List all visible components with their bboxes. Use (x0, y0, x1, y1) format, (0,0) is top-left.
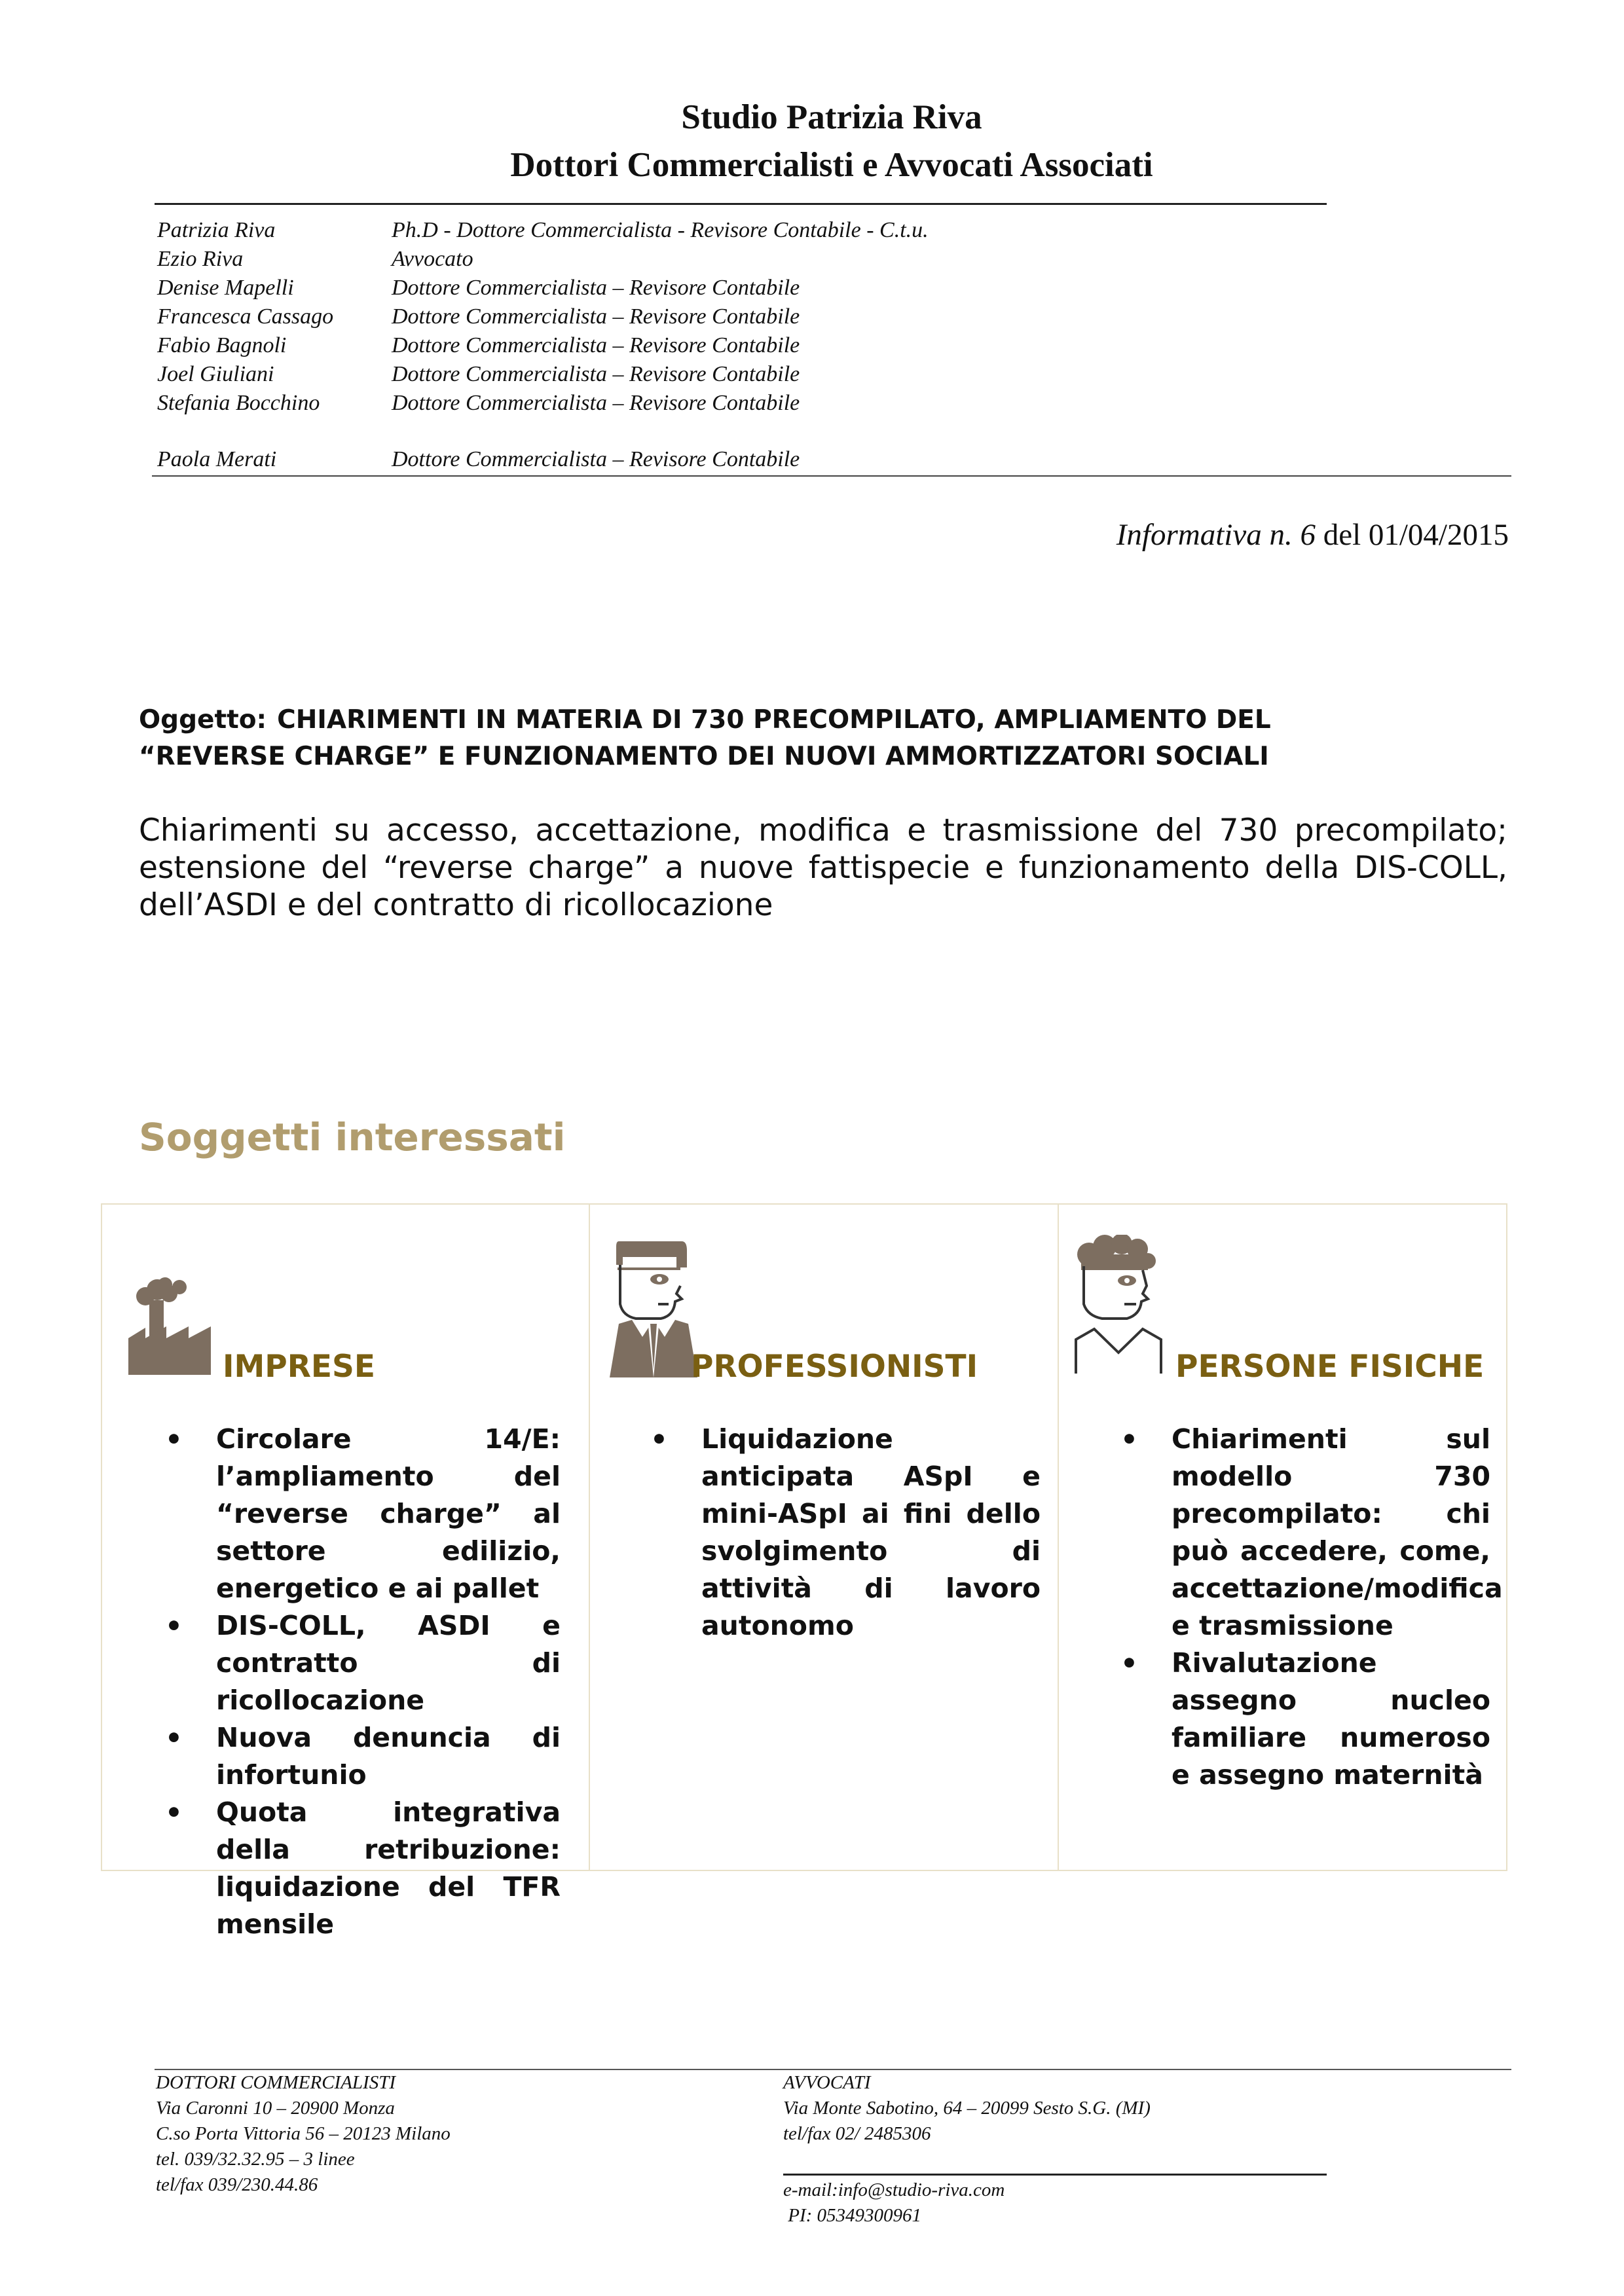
informativa-date: del 01/04/2015 (1323, 518, 1509, 552)
footer-line: C.so Porta Vittoria 56 – 20123 Milano (156, 2123, 451, 2144)
professional-icon (610, 1239, 697, 1377)
footer-commercialisti (156, 2070, 451, 2198)
section-title: Soggetti interessati (139, 1115, 566, 1159)
partner-name: Patrizia Riva (157, 218, 276, 242)
list-item: • Chiarimenti sul modello 730 precompilato: chi può accedere, come, accettazione/modifica e trasmissione (1172, 1421, 1490, 1645)
partner-name: Stefania Bocchino (157, 391, 320, 415)
studio-name: Studio Patrizia Riva (681, 98, 982, 136)
footer-line: Via Monte Sabotino, 64 – 20099 Sesto S.G. (MI) (783, 2098, 1151, 2119)
footer-line: tel/fax 039/230.44.86 (156, 2174, 318, 2195)
letterhead (0, 94, 1624, 189)
partner-title: Dottore Commercialista – Revisore Contabile (392, 276, 800, 300)
footer-contact-divider (783, 2174, 1327, 2176)
person-icon (1075, 1235, 1162, 1374)
list-item: • Quota integrativa della retribuzione: liquidazione del TFR mensile (216, 1794, 561, 1943)
column-heading: PERSONE FISICHE (1175, 1349, 1485, 1385)
list-item: • Circolare 14/E: l’ampliamento del “reverse charge” al settore edilizio, energetico e ai pallet (216, 1421, 561, 1607)
column-professionisti (589, 1205, 1059, 1870)
partner-row (157, 331, 1506, 360)
list-item: • Rivalutazione assegno nucleo familiare numeroso e assegno maternità (1172, 1645, 1490, 1794)
footer-contacts (783, 2178, 1005, 2229)
list-item: • Liquidazione anticipata ASpI e mini-ASpI ai fini dello svolgimento di attività di lavoro autonomo (701, 1421, 1041, 1645)
partner-row (157, 216, 1506, 245)
partner-name: Ezio Riva (157, 247, 244, 271)
partner-title: Dottore Commercialista – Revisore Contabile (392, 362, 800, 386)
subject-label: Oggetto: (139, 705, 267, 735)
footer-line: AVVOCATI (783, 2072, 871, 2093)
footer-email: e-mail:info@studio-riva.com (783, 2179, 1005, 2200)
footer-line: DOTTORI COMMERCIALISTI (156, 2072, 396, 2093)
informativa-reference (1116, 517, 1509, 553)
partner-title: Dottore Commercialista – Revisore Contabile (392, 447, 800, 471)
partner-title: Ph.D - Dottore Commercialista - Revisore Contabile - C.t.u. (392, 218, 929, 242)
footer-line: tel/fax 02/ 2485306 (783, 2123, 931, 2144)
list-item: • Nuova denuncia di infortunio (216, 1719, 561, 1794)
subjects-table (101, 1203, 1507, 1940)
list-item: • DIS-COLL, ASDI e contratto di ricollocazione (216, 1607, 561, 1719)
column-heading: IMPRESE (223, 1349, 375, 1385)
footer-line: tel. 039/32.32.95 – 3 linee (156, 2149, 355, 2170)
partner-row (157, 445, 1506, 474)
partners-list (157, 216, 1506, 474)
partner-row (157, 302, 1506, 331)
partner-name: Francesca Cassago (157, 304, 334, 329)
partner-title: Dottore Commercialista – Revisore Contabile (392, 304, 800, 329)
partner-name: Paola Merati (157, 447, 277, 471)
subject-block (139, 702, 1514, 775)
bullet-list (216, 1421, 561, 1943)
partner-title: Dottore Commercialista – Revisore Contabile (392, 333, 800, 357)
footer-vat-number: PI: 05349300961 (783, 2205, 922, 2226)
partner-row (157, 360, 1506, 389)
partner-title: Dottore Commercialista – Revisore Contabile (392, 391, 800, 415)
subject-line-1: CHIARIMENTI IN MATERIA DI 730 PRECOMPILATO, AMPLIAMENTO DEL (277, 705, 1271, 735)
summary-paragraph: Chiarimenti su accesso, accettazione, modifica e trasmissione del 730 precompilato; estensione del “reverse charge” a nuove fattispecie e funzionamento della DIS-COLL, dell’ASDI e del contratto di ricollocazione (139, 812, 1507, 923)
subject-line-2: “REVERSE CHARGE” E FUNZIONAMENTO DEI NUOVI AMMORTIZZATORI SOCIALI (139, 742, 1269, 771)
partner-title: Avvocato (392, 247, 473, 271)
partner-name: Joel Giuliani (157, 362, 274, 386)
column-heading: PROFESSIONISTI (691, 1349, 978, 1385)
partners-divider (152, 475, 1511, 477)
header-divider (155, 203, 1327, 205)
bullet-list (701, 1421, 1041, 1645)
column-persone-fisiche (1058, 1205, 1509, 1870)
partner-row (157, 245, 1506, 274)
partner-row (157, 274, 1506, 302)
partner-name: Denise Mapelli (157, 276, 294, 300)
studio-subtitle: Dottori Commercialisti e Avvocati Associati (510, 146, 1153, 184)
factory-icon (126, 1270, 213, 1375)
column-imprese (102, 1205, 589, 1940)
informativa-number: Informativa n. 6 (1116, 518, 1316, 552)
footer-avvocati (783, 2070, 1151, 2147)
partner-row (157, 389, 1506, 418)
partner-name: Fabio Bagnoli (157, 333, 287, 357)
bullet-list (1172, 1421, 1503, 1794)
footer-line: Via Caronni 10 – 20900 Monza (156, 2098, 395, 2119)
